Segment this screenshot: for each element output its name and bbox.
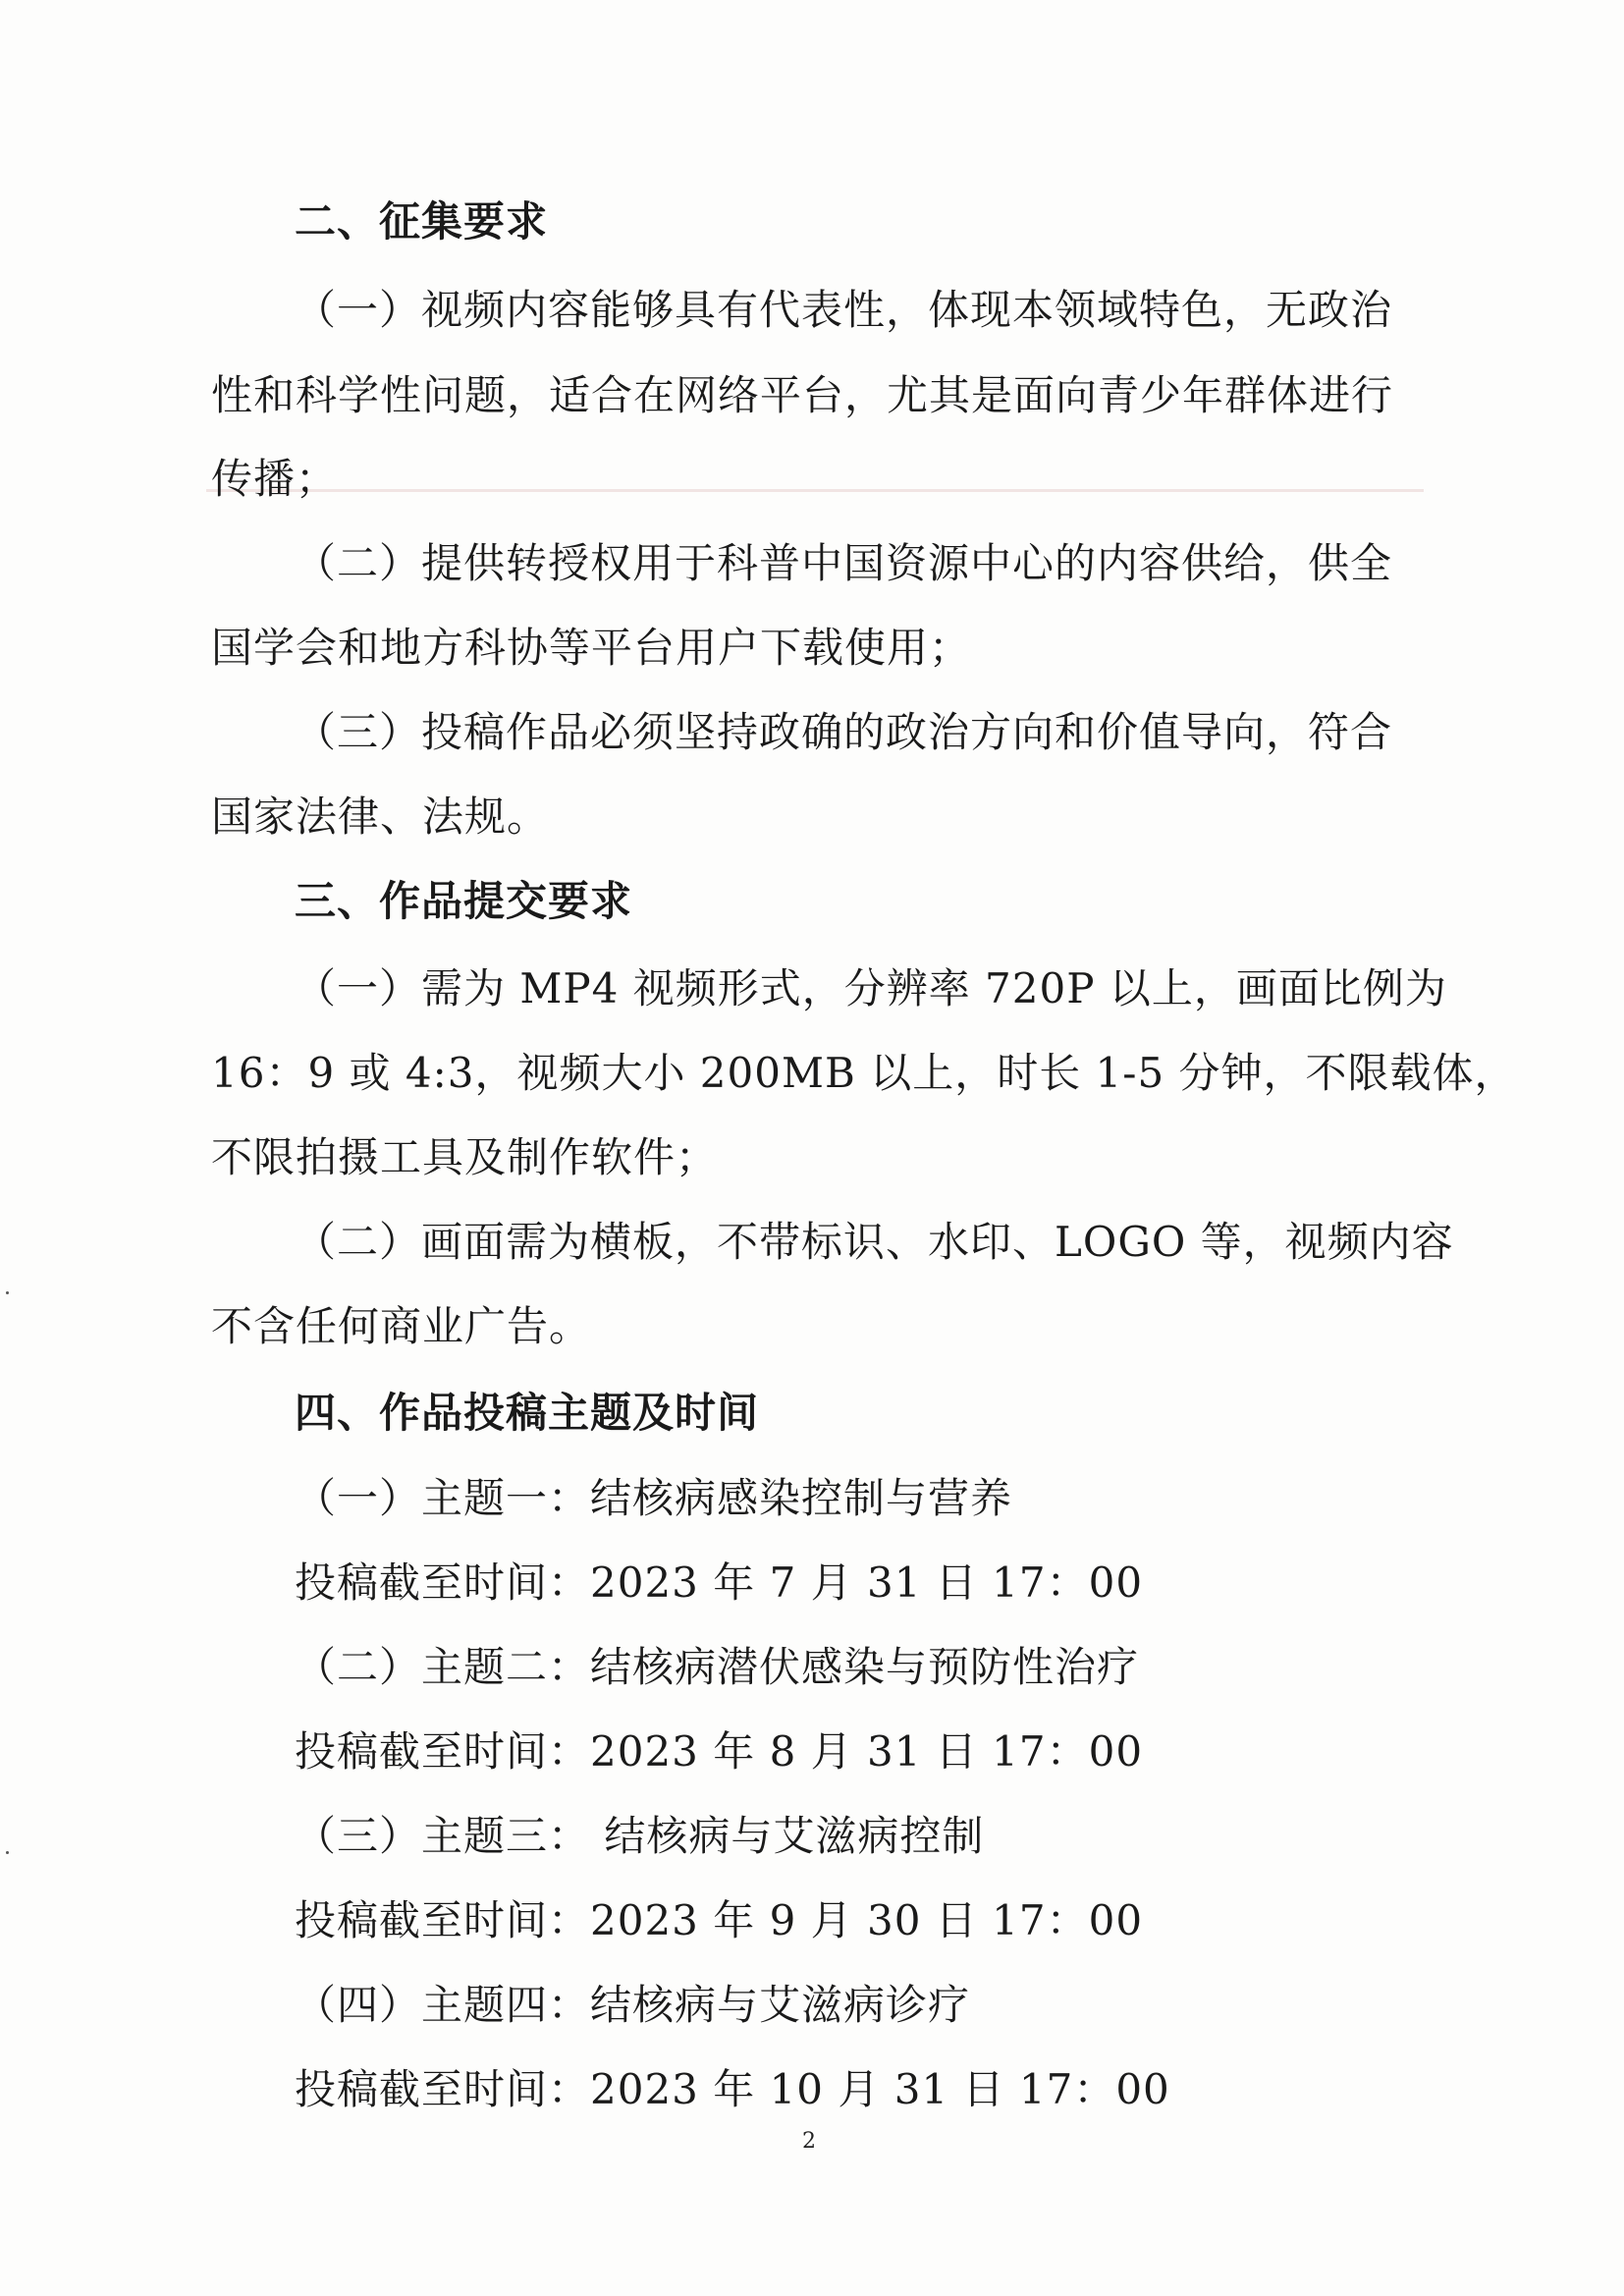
- paragraph-line: 不含任何商业广告。: [211, 1302, 592, 1350]
- paragraph-line: 传播；: [211, 455, 339, 503]
- section-heading-topics: 四、作品投稿主题及时间: [295, 1389, 760, 1437]
- deadline-line: 投稿截至时间：2023 年 10 月 31 日 17：00: [295, 2065, 1170, 2113]
- paragraph-line: （二）提供转授权用于科普中国资源中心的内容供给，供全: [295, 539, 1393, 587]
- show-through-rule: [206, 489, 1424, 492]
- paragraph-line: 性和科学性问题，适合在网络平台，尤其是面向青少年群体进行: [211, 371, 1394, 419]
- scan-speck: [6, 1851, 9, 1854]
- deadline-line: 投稿截至时间：2023 年 9 月 30 日 17：00: [295, 1896, 1144, 1944]
- topic-line: （四）主题四：结核病与艾滋病诊疗: [295, 1981, 971, 2029]
- paragraph-line: 国学会和地方科协等平台用户下载使用；: [211, 624, 972, 672]
- scan-speck: [6, 1291, 9, 1294]
- paragraph-line: （一）需为 MP4 视频形式，分辨率 720P 以上，画面比例为: [295, 964, 1447, 1012]
- paragraph-line: （一）视频内容能够具有代表性，体现本领域特色，无政治: [295, 286, 1393, 334]
- paragraph-line: （二）画面需为横板，不带标识、水印、LOGO 等，视频内容: [295, 1218, 1454, 1266]
- section-heading-submission: 三、作品提交要求: [295, 877, 633, 925]
- section-heading-requirements: 二、征集要求: [295, 197, 549, 246]
- topic-line: （一）主题一：结核病感染控制与营养: [295, 1474, 1013, 1522]
- page-number: 2: [802, 2129, 816, 2154]
- deadline-line: 投稿截至时间：2023 年 7 月 31 日 17：00: [295, 1558, 1144, 1607]
- paragraph-line: 不限拍摄工具及制作软件；: [211, 1133, 719, 1181]
- topic-line: （三）主题三： 结核病与艾滋病控制: [295, 1812, 985, 1860]
- paragraph-line: 16：9 或 4:3，视频大小 200MB 以上，时长 1-5 分钟，不限载体，: [211, 1049, 1517, 1097]
- paragraph-line: （三）投稿作品必须坚持政确的政治方向和价值导向，符合: [295, 708, 1393, 756]
- paragraph-line: 国家法律、法规。: [211, 793, 550, 841]
- deadline-line: 投稿截至时间：2023 年 8 月 31 日 17：00: [295, 1727, 1144, 1776]
- topic-line: （二）主题二：结核病潜伏感染与预防性治疗: [295, 1643, 1140, 1691]
